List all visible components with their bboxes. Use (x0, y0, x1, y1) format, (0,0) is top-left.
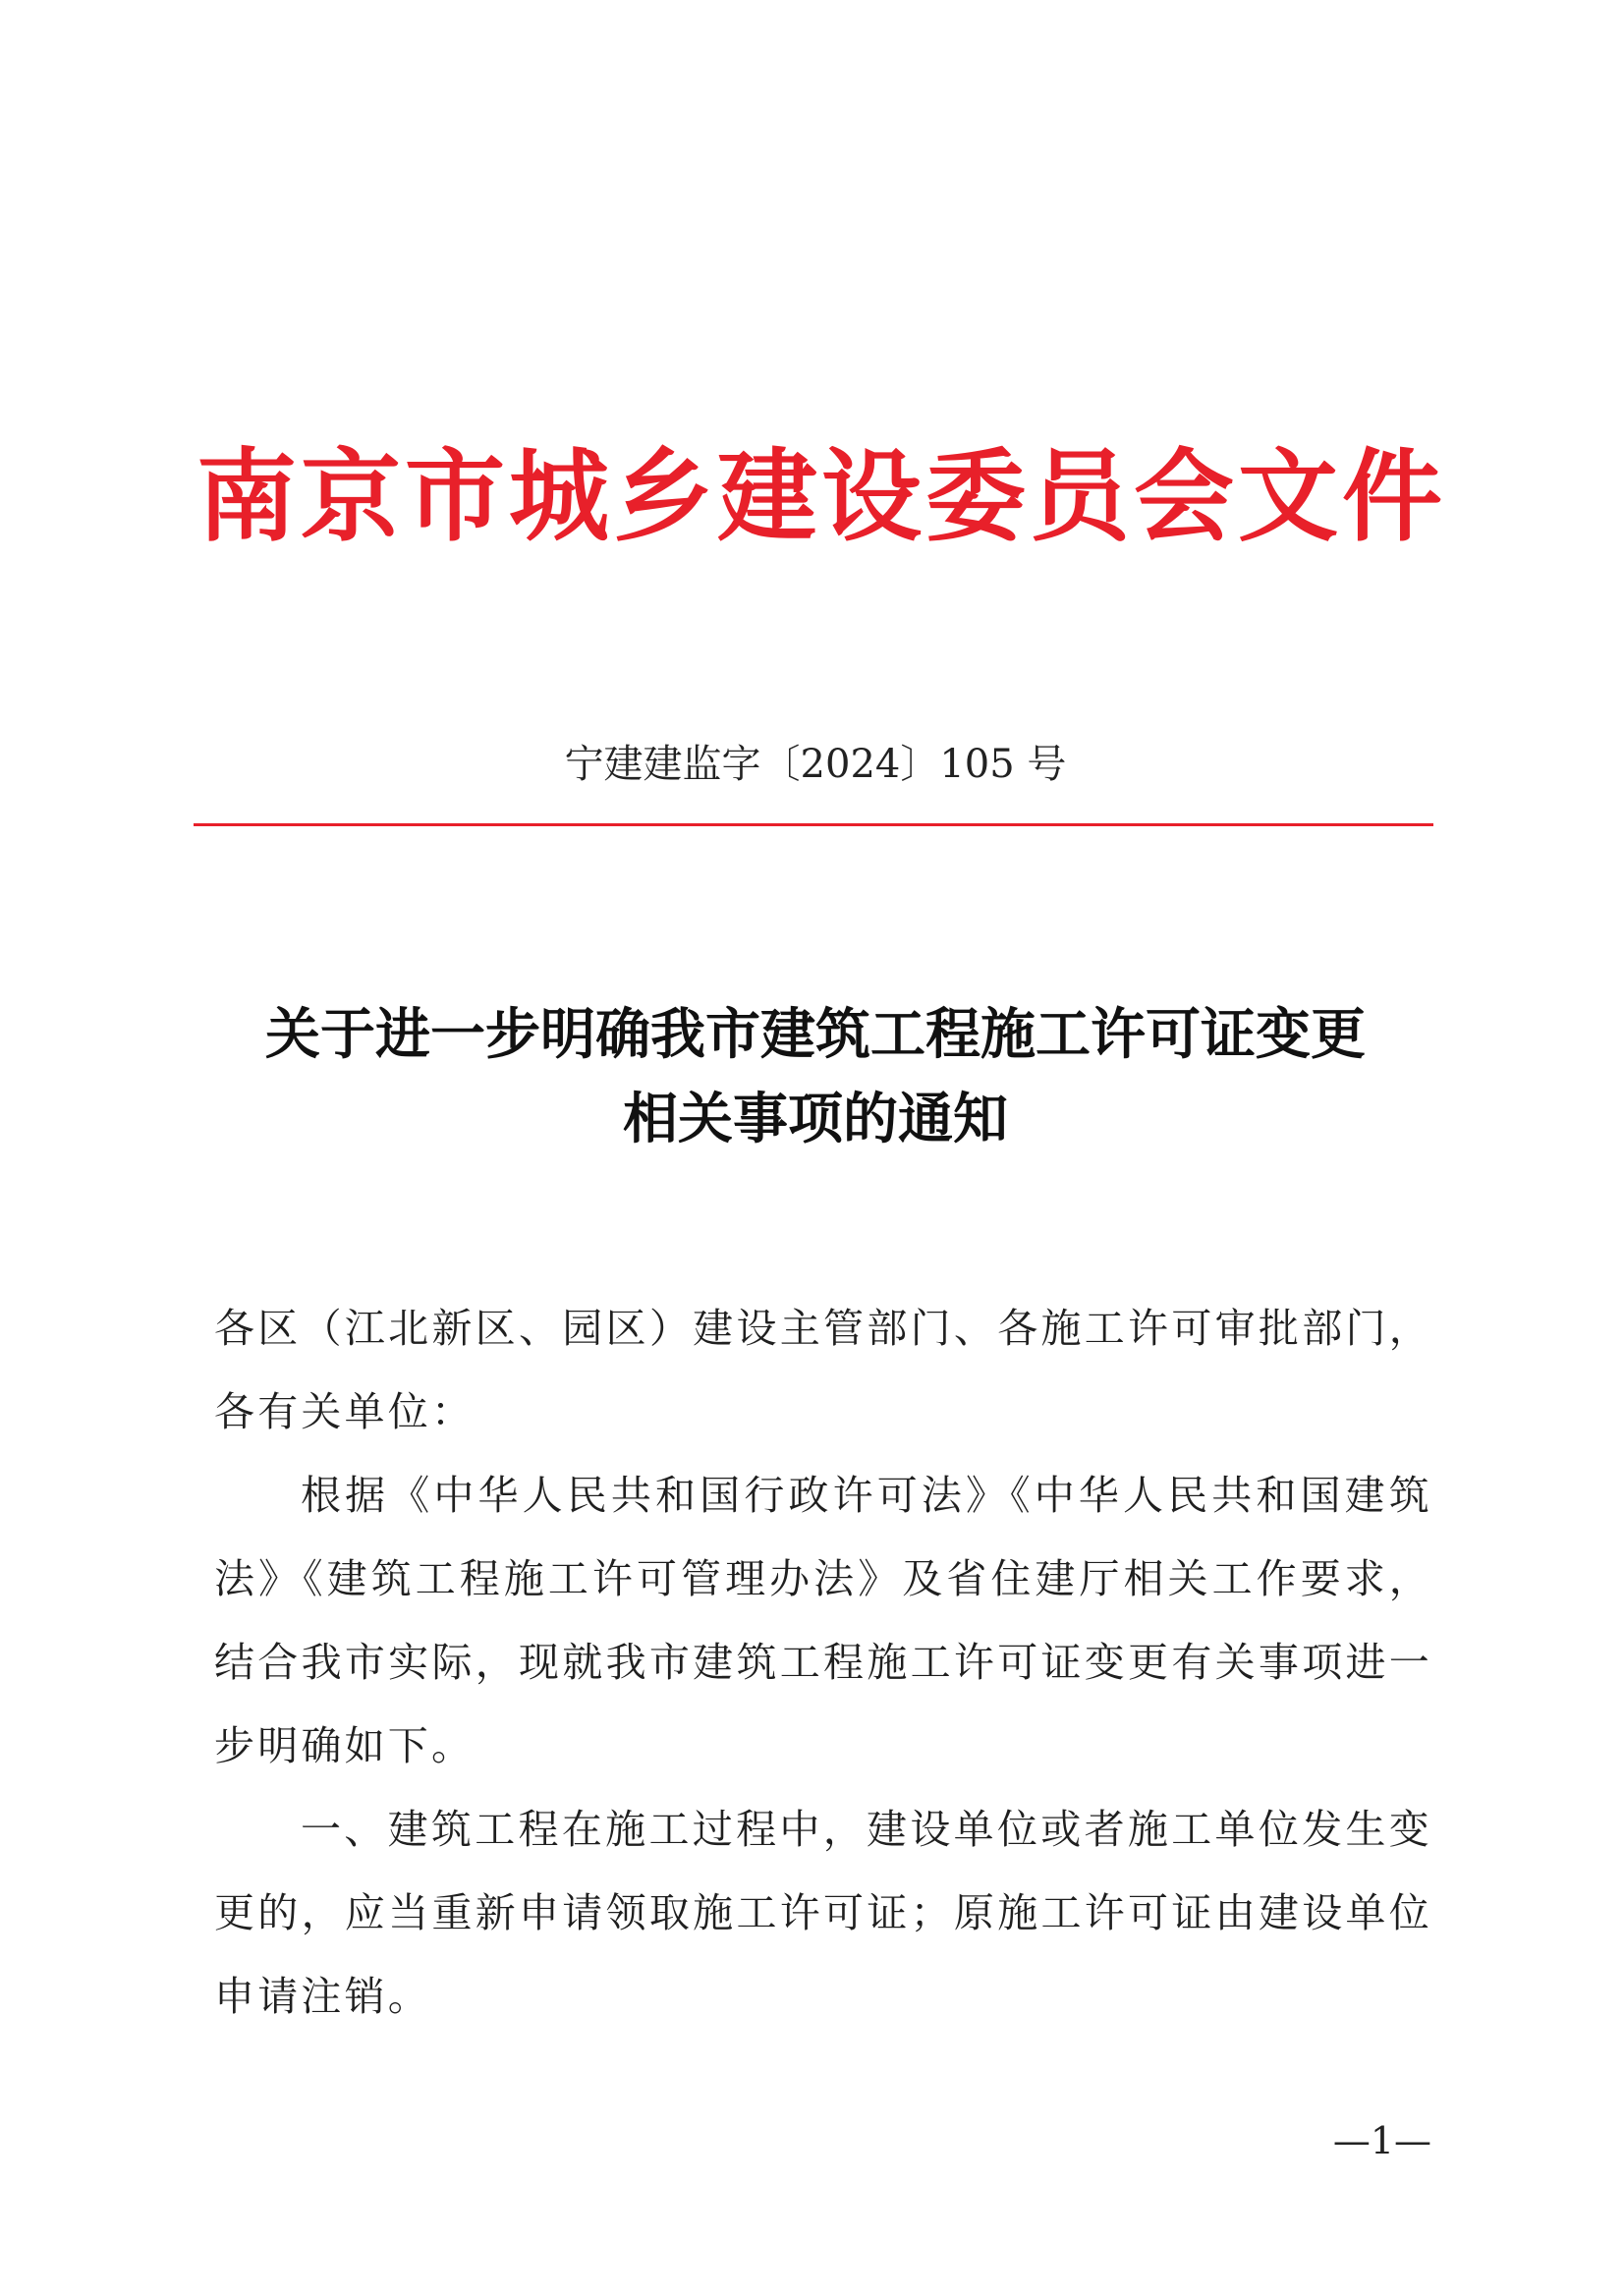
issuing-authority-title: 南京市城乡建设委员会文件 (196, 438, 1446, 556)
body-paragraph-2: 一、建筑工程在施工过程中，建设单位或者施工单位发生变更的，应当重新申请领取施工许可证；原施工许可证由建设单位申请注销。 (214, 1806, 1432, 2020)
notice-title-line-1: 关于进一步明确我市建筑工程施工许可证变更 (265, 1002, 1366, 1067)
notice-body (214, 1287, 1432, 2039)
document-number: 宁建建监字〔2024〕105 号 (564, 742, 1067, 787)
red-separator-line (194, 823, 1433, 826)
addressee: 各区（江北新区、园区）建设主管部门、各施工许可审批部门，各有关单位： (214, 1305, 1432, 1435)
body-paragraph-1: 根据《中华人民共和国行政许可法》《中华人民共和国建筑法》《建筑工程施工许可管理办法》及省住建厅相关工作要求，结合我市实际，现就我市建筑工程施工许可证变更有关事项进一步明确如下。 (214, 1472, 1432, 1769)
notice-title-line-2: 相关事项的通知 (623, 1087, 1008, 1151)
page-number: —1— (1332, 2119, 1431, 2162)
notice-title (196, 992, 1434, 1161)
